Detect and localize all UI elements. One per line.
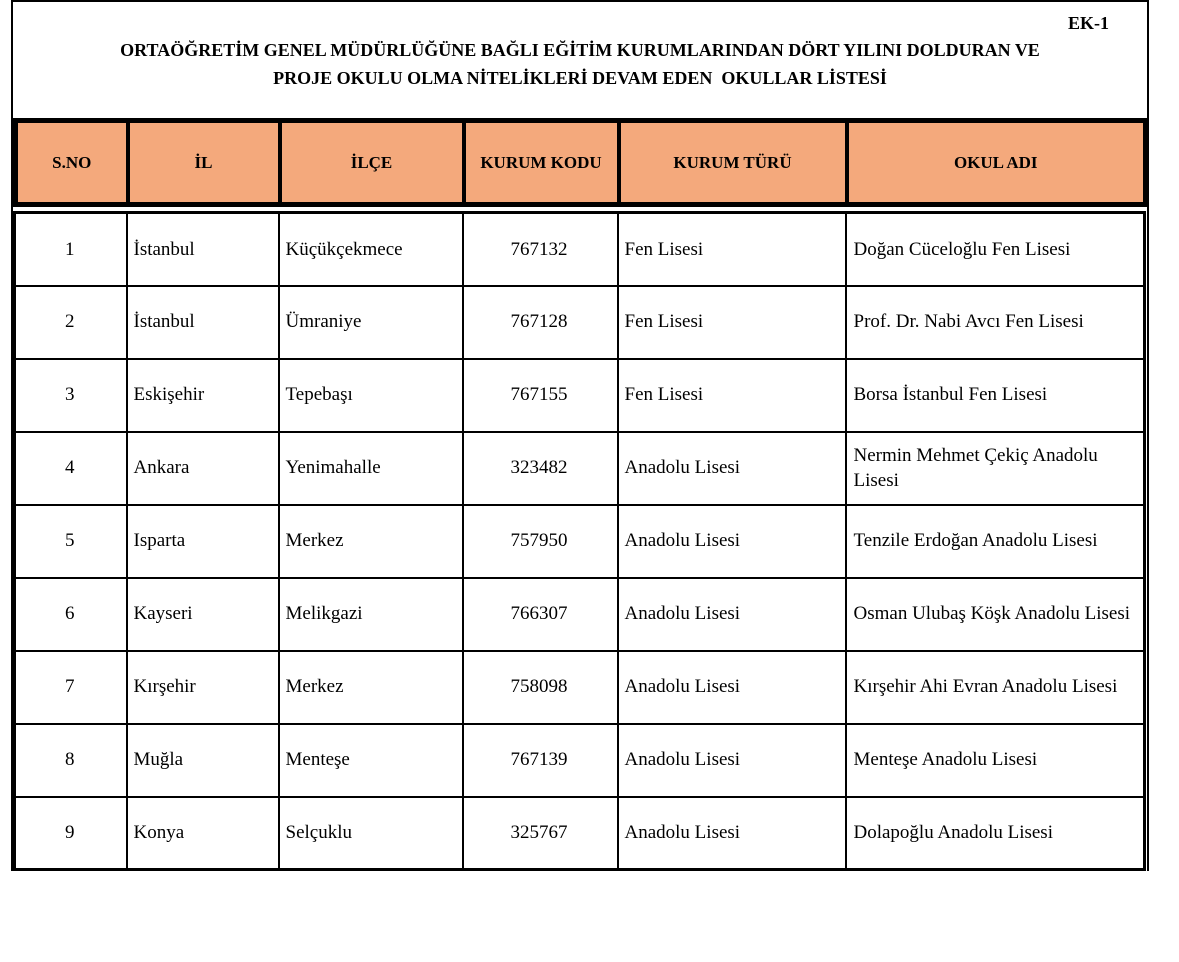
column-header-ilce: İLÇE: [280, 121, 464, 205]
cell-kurum-kodu: 767139: [463, 724, 618, 797]
cell-ilce: Selçuklu: [279, 797, 463, 870]
cell-il: Muğla: [127, 724, 279, 797]
cell-sno: 9: [15, 797, 127, 870]
cell-ilce: Merkez: [279, 651, 463, 724]
header-row: [16, 121, 1146, 205]
table-row: [15, 359, 1145, 432]
column-header-il: İL: [128, 121, 280, 205]
table-row: [15, 432, 1145, 505]
cell-kurum-turu: Anadolu Lisesi: [618, 505, 846, 578]
table-row: [15, 797, 1145, 870]
cell-il: Konya: [127, 797, 279, 870]
cell-ilce: Küçükçekmece: [279, 213, 463, 286]
cell-okul-adi: Doğan Cüceloğlu Fen Lisesi: [846, 213, 1145, 286]
schools-table-body: [13, 211, 1146, 871]
cell-sno: 5: [15, 505, 127, 578]
cell-kurum-turu: Fen Lisesi: [618, 359, 846, 432]
table-row: [15, 505, 1145, 578]
table-body: [15, 213, 1145, 870]
cell-sno: 2: [15, 286, 127, 359]
cell-il: Kayseri: [127, 578, 279, 651]
table-row: [15, 651, 1145, 724]
cell-kurum-kodu: 767132: [463, 213, 618, 286]
cell-kurum-kodu: 757950: [463, 505, 618, 578]
cell-kurum-kodu: 758098: [463, 651, 618, 724]
cell-okul-adi: Dolapoğlu Anadolu Lisesi: [846, 797, 1145, 870]
table-row: [15, 724, 1145, 797]
column-header-kurum-turu: KURUM TÜRÜ: [619, 121, 847, 205]
cell-sno: 7: [15, 651, 127, 724]
cell-sno: 4: [15, 432, 127, 505]
table-row: [15, 578, 1145, 651]
table-row: [15, 286, 1145, 359]
cell-okul-adi: Borsa İstanbul Fen Lisesi: [846, 359, 1145, 432]
cell-ilce: Ümraniye: [279, 286, 463, 359]
cell-kurum-turu: Fen Lisesi: [618, 286, 846, 359]
cell-kurum-kodu: 325767: [463, 797, 618, 870]
cell-kurum-kodu: 766307: [463, 578, 618, 651]
cell-il: Ankara: [127, 432, 279, 505]
cell-ilce: Menteşe: [279, 724, 463, 797]
cell-okul-adi: Nermin Mehmet Çekiç Anadolu Lisesi: [846, 432, 1145, 505]
title-block: [13, 2, 1147, 118]
column-header-okul-adi: OKUL ADI: [847, 121, 1146, 205]
cell-okul-adi: Tenzile Erdoğan Anadolu Lisesi: [846, 505, 1145, 578]
cell-kurum-turu: Anadolu Lisesi: [618, 651, 846, 724]
cell-okul-adi: Menteşe Anadolu Lisesi: [846, 724, 1145, 797]
cell-kurum-kodu: 767128: [463, 286, 618, 359]
cell-il: Isparta: [127, 505, 279, 578]
cell-il: Kırşehir: [127, 651, 279, 724]
ek-annex-label: EK-1: [1067, 13, 1109, 33]
cell-okul-adi: Prof. Dr. Nabi Avcı Fen Lisesi: [846, 286, 1145, 359]
cell-sno: 8: [15, 724, 127, 797]
cell-il: İstanbul: [127, 286, 279, 359]
cell-kurum-kodu: 767155: [463, 359, 618, 432]
cell-kurum-turu: Anadolu Lisesi: [618, 432, 846, 505]
cell-ilce: Melikgazi: [279, 578, 463, 651]
cell-sno: 1: [15, 213, 127, 286]
cell-kurum-kodu: 323482: [463, 432, 618, 505]
cell-il: Eskişehir: [127, 359, 279, 432]
cell-ilce: Merkez: [279, 505, 463, 578]
column-header-sno: S.NO: [16, 121, 128, 205]
cell-sno: 6: [15, 578, 127, 651]
table-row: [15, 213, 1145, 286]
cell-ilce: Yenimahalle: [279, 432, 463, 505]
cell-kurum-turu: Anadolu Lisesi: [618, 724, 846, 797]
document-sheet: [11, 0, 1149, 871]
cell-il: İstanbul: [127, 213, 279, 286]
document-title-line-2: PROJE OKULU OLMA NİTELİKLERİ DEVAM EDEN OKULLAR LİSTESİ: [273, 68, 887, 88]
schools-table-header: [13, 118, 1148, 207]
cell-okul-adi: Osman Ulubaş Köşk Anadolu Lisesi: [846, 578, 1145, 651]
document-title-line-1: ORTAÖĞRETİM GENEL MÜDÜRLÜĞÜNE BAĞLI EĞİTİM KURUMLARINDAN DÖRT YILINI DOLDURAN VE: [120, 40, 1040, 60]
cell-kurum-turu: Anadolu Lisesi: [618, 578, 846, 651]
column-header-kurum-kodu: KURUM KODU: [464, 121, 619, 205]
cell-sno: 3: [15, 359, 127, 432]
cell-ilce: Tepebaşı: [279, 359, 463, 432]
cell-okul-adi: Kırşehir Ahi Evran Anadolu Lisesi: [846, 651, 1145, 724]
cell-kurum-turu: Anadolu Lisesi: [618, 797, 846, 870]
cell-kurum-turu: Fen Lisesi: [618, 213, 846, 286]
